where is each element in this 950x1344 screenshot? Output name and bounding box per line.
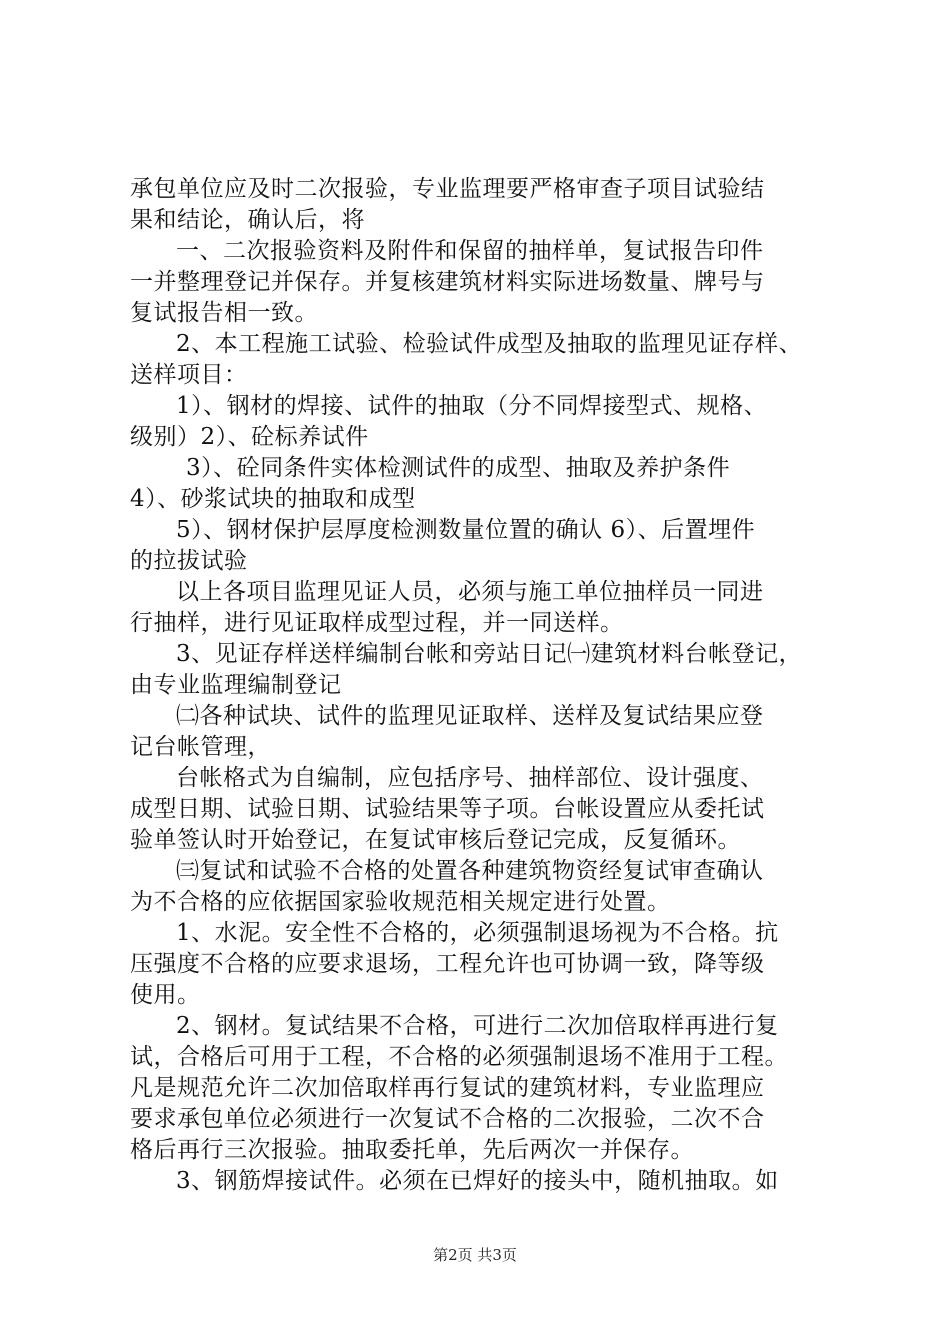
text-line: 压强度不合格的应要求退场，工程允许也可协调一致，降等级 bbox=[130, 951, 765, 977]
text-line: 格后再行三次报验。抽取委托单，先后两次一并保存。 bbox=[130, 1137, 694, 1163]
page-footer: 第2页 共3页 bbox=[433, 1246, 517, 1264]
text-line: 3）、砼同条件实体检测试件的成型、抽取及养护条件 bbox=[186, 455, 731, 481]
text-line: ㈢复试和试验不合格的处置各种建筑物资经复试审查确认 bbox=[176, 858, 764, 884]
text-line: 一并整理登记并保存。并复核建筑材料实际进场数量、牌号与 bbox=[130, 269, 765, 295]
text-line: 3、钢筋焊接试件。必须在已焊好的接头中，随机抽取。如 bbox=[176, 1168, 779, 1194]
text-line: 1）、钢材的焊接、试件的抽取（分不同焊接型式、规格、 bbox=[176, 393, 768, 419]
text-line: 3、见证存样送样编制台帐和旁站日记㈠建筑材料台帐登记， bbox=[176, 641, 803, 667]
text-line: 以上各项目监理见证人员，必须与施工单位抽样员一同进 bbox=[176, 579, 764, 605]
text-line: 要求承包单位必须进行一次复试不合格的二次报验，二次不合 bbox=[130, 1106, 765, 1132]
text-line: 台帐格式为自编制，应包括序号、抽样部位、设计强度、 bbox=[176, 765, 764, 791]
text-line: 凡是规范允许二次加倍取样再行复试的建筑材料，专业监理应 bbox=[130, 1075, 765, 1101]
text-line: 1、水泥。安全性不合格的，必须强制退场视为不合格。抗 bbox=[176, 920, 779, 946]
text-line: 送样项目： bbox=[130, 362, 248, 388]
text-line: 记台帐管理， bbox=[130, 734, 271, 760]
text-line: 级别）2）、砼标养试件 bbox=[130, 424, 369, 450]
text-line: 一、二次报验资料及附件和保留的抽样单，复试报告印件 bbox=[176, 238, 764, 264]
text-line: 行抽样，进行见证取样成型过程，并一同送样。 bbox=[130, 610, 624, 636]
text-line: 由专业监理编制登记 bbox=[130, 672, 342, 698]
text-line: 为不合格的应依据国家验收规范相关规定进行处置。 bbox=[130, 889, 671, 915]
text-line: ㈡各种试块、试件的监理见证取样、送样及复试结果应登 bbox=[176, 703, 764, 729]
text-line: 承包单位应及时二次报验，专业监理要严格审查子项目试验结 bbox=[130, 176, 765, 202]
text-line: 成型日期、试验日期、试验结果等子项。台帐设置应从委托试 bbox=[130, 796, 765, 822]
document-body bbox=[130, 174, 840, 1197]
text-line: 2、钢材。复试结果不合格，可进行二次加倍取样再进行复 bbox=[176, 1013, 779, 1039]
text-line: 使用。 bbox=[130, 982, 201, 1008]
text-line: 的拉拔试验 bbox=[130, 548, 248, 574]
text-line: 试，合格后可用于工程，不合格的必须强制退场不准用于工程。 bbox=[130, 1044, 788, 1070]
text-line: 果和结论，确认后，将 bbox=[130, 207, 365, 233]
text-line: 验单签认时开始登记，在复试审核后登记完成，反复循环。 bbox=[130, 827, 741, 853]
text-line: 5）、钢材保护层厚度检测数量位置的确认 6）、后置埋件 bbox=[176, 517, 756, 543]
text-line: 复试报告相一致。 bbox=[130, 300, 318, 326]
text-line: 2、本工程施工试验、检验试件成型及抽取的监理见证存样、 bbox=[176, 331, 803, 357]
text-line: 4）、砂浆试块的抽取和成型 bbox=[130, 486, 416, 512]
